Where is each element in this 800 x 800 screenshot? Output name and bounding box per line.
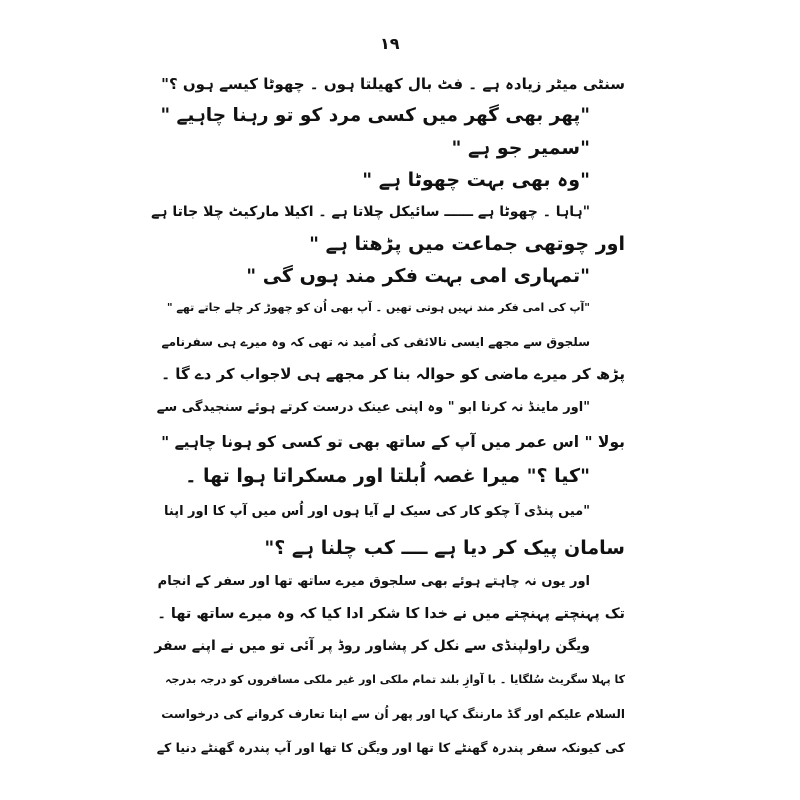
text-line: سنٹی میٹر زیادہ ہے ۔ فٹ بال کھیلتا ہوں ۔ چھوٹا کیسے ہوں ؟" <box>161 75 625 93</box>
text-line: "میں پنڈی آ چکو کار کی سیک لے آیا ہوں اور اُس میں آپ کا اور اپنا <box>164 504 590 519</box>
text-line: اور چوتھی جماعت میں پڑھتا ہے " <box>309 233 625 255</box>
text-line: تک پہنچتے پہنچتے میں نے خدا کا شکر ادا کیا کہ وہ میرے ساتھ تھا ۔ <box>157 606 625 622</box>
text-line: "تمہاری امی بہت فکر مند ہوں گی " <box>246 265 590 287</box>
text-line: "وہ بھی بہت چھوٹا ہے " <box>362 169 590 191</box>
text-line: "اور ماینڈ نہ کرنا ابو " وہ اپنی عینک درست کرتے ہوئے سنجیدگی سے <box>156 400 590 415</box>
text-line: اور یوں نہ چاہتے ہوئے بھی سلجوق میرے ساتھ تھا اور سفر کے انجام <box>157 574 590 589</box>
text-line: "کیا ؟" میرا غصہ اُبلتا اور مسکراتا ہوا تھا ۔ <box>185 465 590 487</box>
text-line: کی کیونکہ سفر پندرہ گھنٹے کا تھا اور ویگن کا تھا اور آپ پندرہ گھنٹے دنیا کے <box>156 740 625 755</box>
text-line: ویگن راولپنڈی سے نکل کر پشاور روڈ پر آئی تو میں نے اپنے سفر <box>154 638 590 654</box>
text-line: پڑھ کر میرے ماضی کو حوالہ بنا کر مجھے ہی لاجواب کر دے گا ۔ <box>161 365 625 383</box>
page-number: ۱۹ <box>380 34 400 53</box>
text-line: "پھر بھی گھر میں کسی مرد کو تو رہنا چاہیے " <box>160 105 590 126</box>
text-line: سامان پیک کر دیا ہے ــــ کب چلنا ہے ؟" <box>264 537 625 559</box>
text-line: بولا " اس عمر میں آپ کے ساتھ بھی تو کسی کو ہونا چاہیے " <box>161 433 625 451</box>
text-line: "آپ کی امی فکر مند نہیں ہوتی تھیں ۔ آپ بھی اُن کو چھوڑ کر چلے جاتے تھے " <box>166 301 590 314</box>
text-line: کا پہلا سگریٹ سُلگایا ۔ با آوازِ بلند تمام ملکی اور غیر ملکی مسافروں کو درجہ بدرجہ <box>165 673 625 686</box>
text-line: "سمیر جو ہے " <box>451 137 590 159</box>
text-line: سلجوق سے مجھے ایسی نالائقی کی اُمید نہ تھی کہ وہ میرے ہی سفرنامے <box>161 335 590 349</box>
text-line: السلام علیکم اور گڈ مارننگ کہا اور پھر اُن سے اپنا تعارف کروانے کی درخواست <box>161 707 625 721</box>
text-line: "ہاہا ۔ چھوٹا ہے ــــــ سائیکل چلاتا ہے ۔ اکیلا مارکیٹ چلا جاتا ہے <box>151 204 590 220</box>
